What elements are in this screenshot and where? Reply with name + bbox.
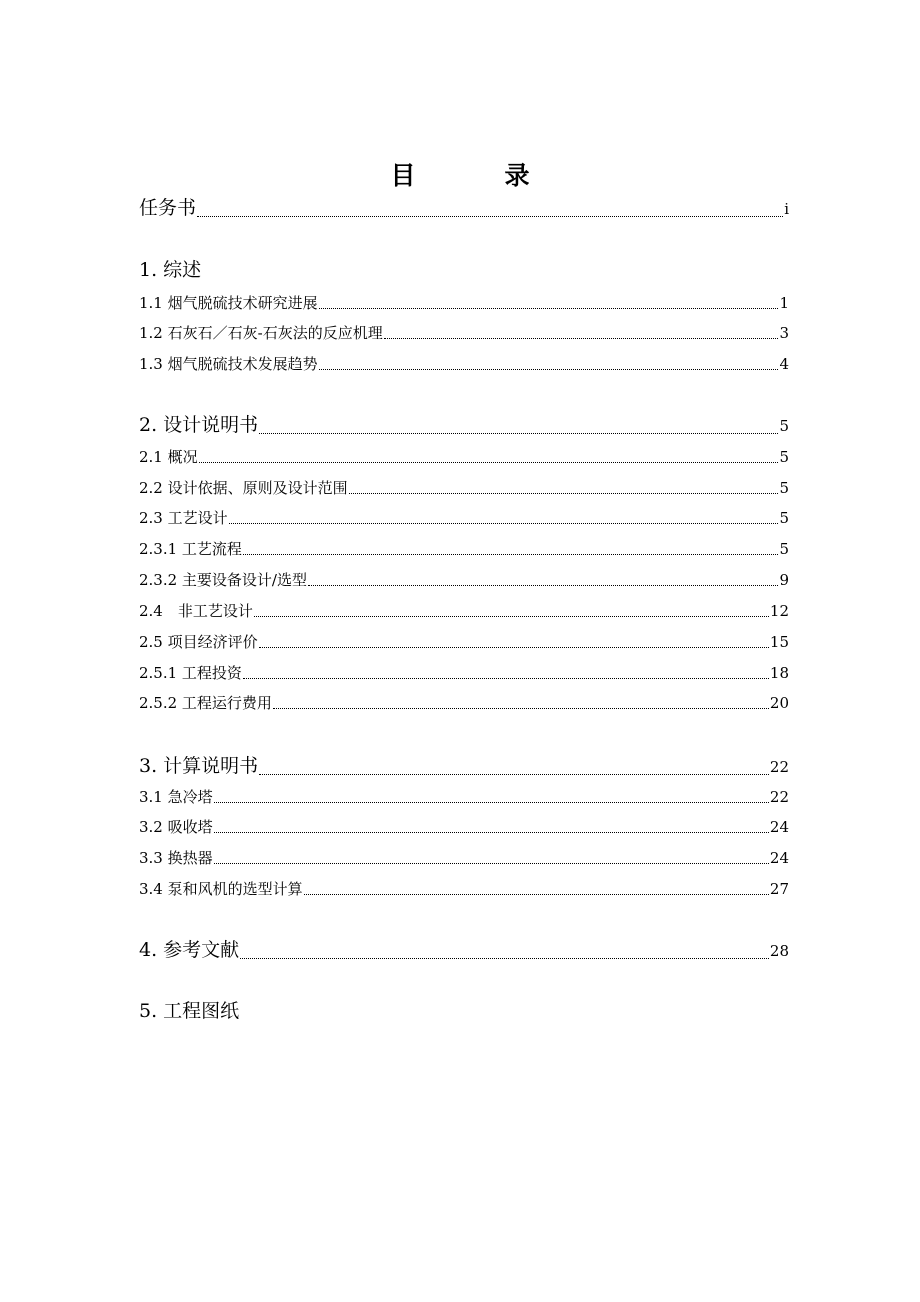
toc-entry-page: 24 [769, 818, 789, 836]
toc-entry-page: 20 [769, 694, 789, 712]
dot-leader [243, 538, 779, 560]
dot-leader [304, 878, 769, 900]
toc-entry-page: 28 [769, 942, 789, 960]
toc-entry-2-5[interactable] [139, 631, 789, 653]
toc-entry-label: 2.4 非工艺设计 [139, 602, 253, 620]
toc-entry-label: 3.4 泵和风机的选型计算 [139, 880, 303, 898]
toc-entry-page: 5 [779, 479, 789, 497]
toc-entry-label: 3. 计算说明书 [139, 755, 259, 777]
toc-entry-label: 任务书 [139, 197, 197, 219]
toc-chapter-4[interactable] [139, 936, 789, 964]
toc-entry-label: 2.5.1 工程投资 [139, 664, 242, 682]
toc-entry-label: 5. 工程图纸 [139, 1000, 240, 1022]
toc-entry-page: 22 [769, 788, 789, 806]
toc-entry-label: 3.3 换热器 [139, 849, 213, 867]
toc-entry-2-4[interactable] [139, 600, 789, 622]
toc-entry-2-3[interactable] [139, 507, 789, 529]
toc-chapter-5[interactable] [139, 997, 789, 1025]
toc-entry-label: 1.2 石灰石／石灰-石灰法的反应机理 [139, 324, 383, 342]
dot-leader [214, 816, 769, 838]
toc-entry-1-1[interactable] [139, 292, 789, 314]
toc-entry-label: 2. 设计说明书 [139, 414, 259, 436]
toc-entry-2-3-1[interactable] [139, 538, 789, 560]
dot-leader [259, 631, 769, 653]
page-title: 目 录 [390, 161, 562, 190]
toc-entry-page: 1 [779, 294, 789, 312]
toc-entry-label: 3.2 吸收塔 [139, 818, 213, 836]
toc-entry-label: 2.2 设计依据、原则及设计范围 [139, 479, 348, 497]
dot-leader [259, 411, 778, 439]
toc-entry-page: 5 [779, 540, 789, 558]
toc-entry-page: 5 [779, 509, 789, 527]
dot-leader [319, 353, 779, 375]
toc-chapter-2[interactable] [139, 411, 789, 439]
toc-entry-page: 27 [769, 880, 789, 898]
toc-entry-page: 4 [779, 355, 789, 373]
toc-entry-page: 22 [769, 758, 789, 776]
dot-leader [259, 752, 769, 780]
toc-entry-page: 18 [769, 664, 789, 682]
dot-leader [199, 446, 779, 468]
toc-entry-label: 2.1 概况 [139, 448, 198, 466]
dot-leader [254, 600, 769, 622]
toc-entry-page: 15 [769, 633, 789, 651]
toc-entry-page: 24 [769, 849, 789, 867]
dot-leader [308, 569, 778, 591]
toc-entry-label: 2.3 工艺设计 [139, 509, 228, 527]
toc-entry-label: 4. 参考文献 [139, 939, 240, 961]
dot-leader [319, 292, 779, 314]
dot-leader [243, 662, 769, 684]
toc-entry-page: 3 [779, 324, 789, 342]
toc-entry-3-3[interactable] [139, 847, 789, 869]
toc-entry-2-2[interactable] [139, 477, 789, 499]
toc-entry-label: 2.3.2 主要设备设计/选型 [139, 571, 307, 589]
toc-entry-3-4[interactable] [139, 878, 789, 900]
toc-chapter-1[interactable] [139, 256, 789, 284]
toc-entry-page: 12 [769, 602, 789, 620]
toc-entry-2-5-2[interactable] [139, 692, 789, 714]
toc-entry-3-1[interactable] [139, 786, 789, 808]
dot-leader [240, 936, 769, 964]
toc-entry-label: 2.3.1 工艺流程 [139, 540, 242, 558]
toc-entry-label: 2.5.2 工程运行费用 [139, 694, 272, 712]
dot-leader [384, 322, 779, 344]
dot-leader [229, 507, 779, 529]
toc-entry-1-3[interactable] [139, 353, 789, 375]
toc-entry-task-book[interactable] [139, 194, 789, 222]
toc-chapter-3[interactable] [139, 752, 789, 780]
toc-entry-label: 1.1 烟气脱硫技术研究进展 [139, 294, 318, 312]
toc-entry-2-5-1[interactable] [139, 662, 789, 684]
dot-leader [197, 194, 783, 222]
dot-leader [349, 477, 779, 499]
toc-entry-label: 1.3 烟气脱硫技术发展趋势 [139, 355, 318, 373]
toc-entry-page: 5 [779, 448, 789, 466]
toc-entry-label: 1. 综述 [139, 259, 202, 281]
toc-entry-page: 5 [779, 417, 789, 435]
toc-entry-3-2[interactable] [139, 816, 789, 838]
dot-leader [214, 786, 769, 808]
toc-entry-page: i [784, 200, 789, 218]
toc-entry-2-1[interactable] [139, 446, 789, 468]
toc-entry-1-2[interactable] [139, 322, 789, 344]
toc-entry-label: 2.5 项目经济评价 [139, 633, 258, 651]
dot-leader [273, 692, 769, 714]
toc-entry-page: 9 [779, 571, 789, 589]
dot-leader [214, 847, 769, 869]
toc-entry-2-3-2[interactable] [139, 569, 789, 591]
toc-entry-label: 3.1 急冷塔 [139, 788, 213, 806]
